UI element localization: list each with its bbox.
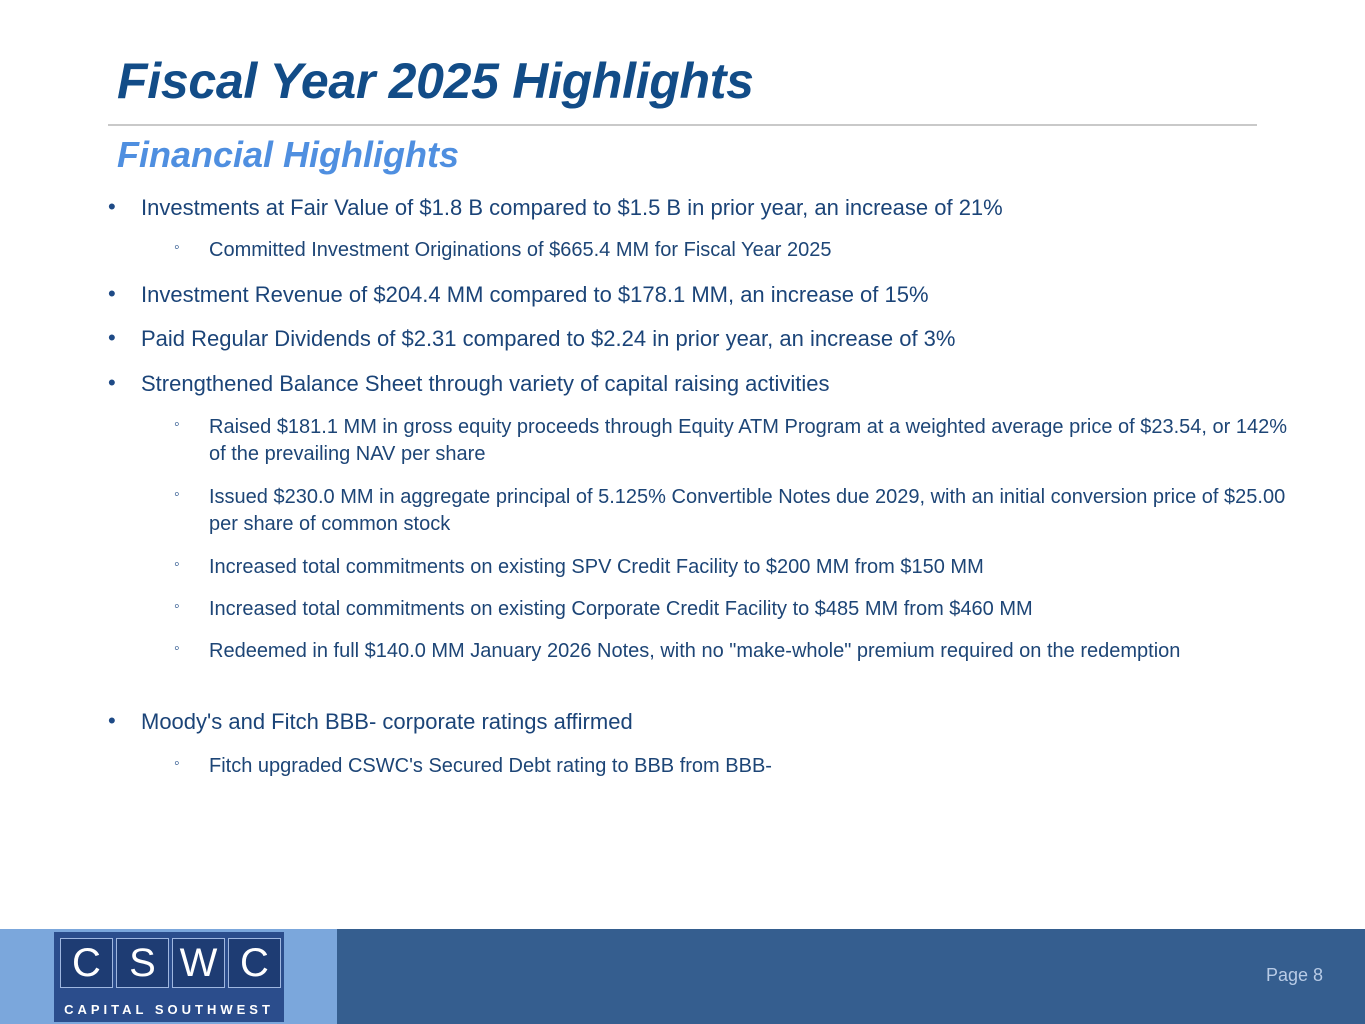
bullet-marker: • [108,194,116,219]
bullet-text: Investments at Fair Value of $1.8 B compared to $1.5 B in prior year, an increase of 21% [141,195,1003,220]
bullet-text: Investment Revenue of $204.4 MM compared to $178.1 MM, an increase of 15% [141,282,929,307]
logo-letter: C [60,938,113,988]
page-title: Fiscal Year 2025 Highlights [117,53,754,109]
bullet-text: Strengthened Balance Sheet through variety of capital raising activities [141,371,830,396]
title-divider [108,124,1257,126]
logo-letter: C [228,938,281,988]
sub-bullet-marker: ◦ [174,416,180,433]
sub-bullet-marker: ◦ [174,755,180,772]
logo-letter-group [60,938,281,988]
sub-bullet-marker: ◦ [174,239,180,256]
sub-bullet-text: Committed Investment Originations of $665.4 MM for Fiscal Year 2025 [209,239,832,261]
bullet-marker: • [108,370,116,395]
logo-subtitle: CAPITAL SOUTHWEST [64,1002,274,1017]
sub-bullet-text: Raised $181.1 MM in gross equity proceeds through Equity ATM Program at a weighted average price of $23.54, or 142% of the prevailing NAV per share [209,416,1288,465]
sub-bullet-text: Increased total commitments on existing Corporate Credit Facility to $485 MM from $460 MM [209,598,1033,620]
bullet-marker: • [108,325,116,350]
bullet-text: Paid Regular Dividends of $2.31 compared to $2.24 in prior year, an increase of 3% [141,326,956,351]
sub-bullet-text: Redeemed in full $140.0 MM January 2026 Notes, with no "make-whole" premium required on the redemption [209,640,1181,662]
logo-letter: S [116,938,169,988]
sub-bullet-text: Issued $230.0 MM in aggregate principal of 5.125% Convertible Notes due 2029, with an initial conversion price of $25.00 per share of common stock [209,486,1286,535]
sub-bullet-marker: ◦ [174,556,180,573]
sub-bullet-marker: ◦ [174,486,180,503]
bullet-marker: • [108,708,116,733]
sub-bullet-text: Increased total commitments on existing SPV Credit Facility to $200 MM from $150 MM [209,556,984,578]
bullet-marker: • [108,281,116,306]
footer-logo-panel [0,929,337,1024]
logo-letter: W [172,938,225,988]
footer-band [0,929,1365,1024]
company-logo [54,932,284,1022]
page-number: Page 8 [1265,965,1323,985]
bullet-text: Moody's and Fitch BBB- corporate ratings affirmed [141,709,633,734]
sub-bullet-text: Fitch upgraded CSWC's Secured Debt rating to BBB from BBB- [209,755,772,777]
sub-bullet-marker: ◦ [174,640,180,657]
section-subtitle: Financial Highlights [117,134,460,175]
sub-bullet-marker: ◦ [174,598,180,615]
